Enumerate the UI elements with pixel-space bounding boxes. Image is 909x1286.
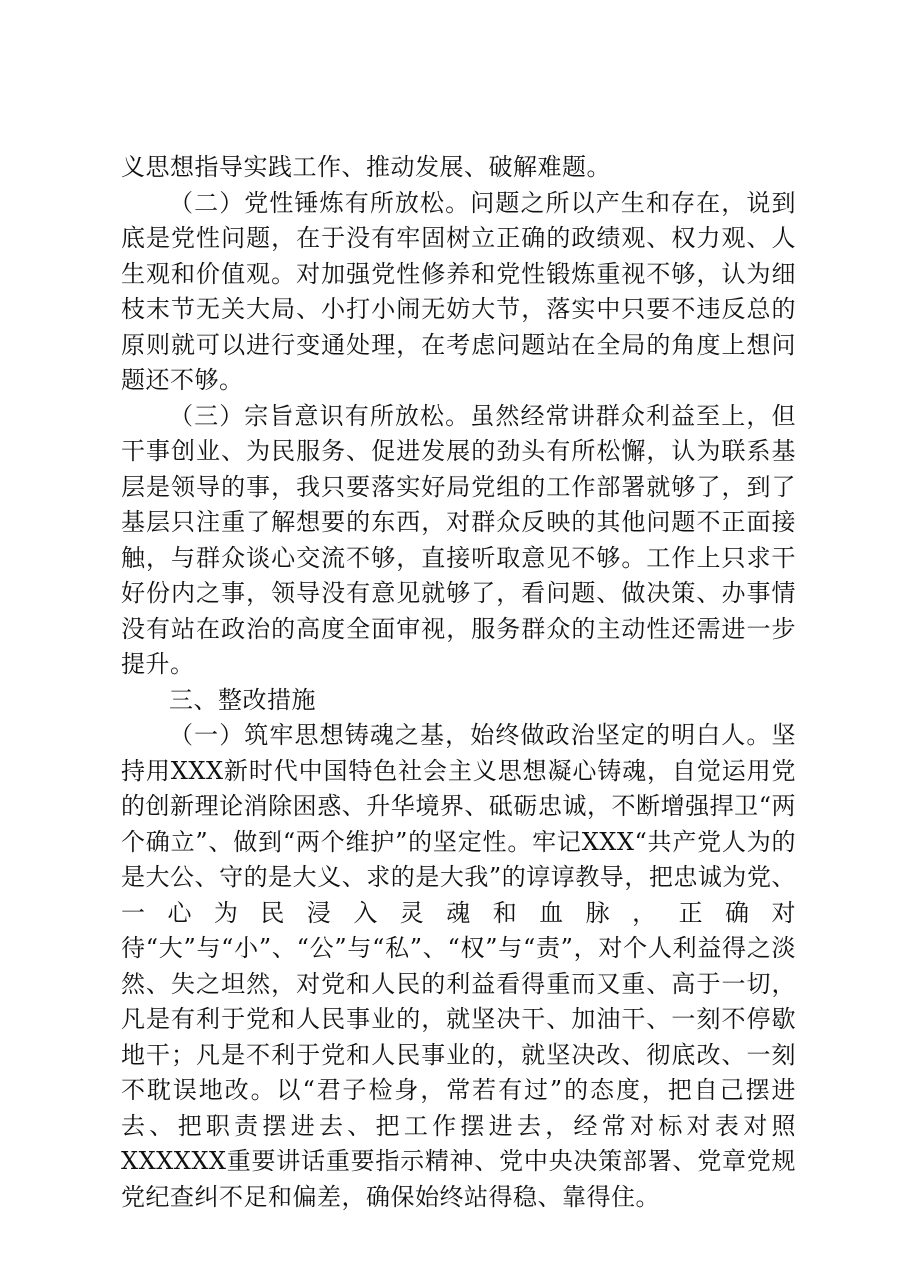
document-body bbox=[121, 150, 796, 1215]
paragraph-purpose-awareness: （三）宗旨意识有所放松。虽然经常讲群众利益至上，但干事创业、为民服务、促进发展的劲头有所松懈，认为联系基层是领导的事，我只要落实好局党组的工作部署就够了，到了基层只注重了解想要的东西，对群众反映的其他问题不正面接触，与群众谈心交流不够，直接听取意见不够。工作上只求干好份内之事，领导没有意见就够了，看问题、做决策、办事情没有站在政治的高度全面审视，服务群众的主动性还需进一步提升。 bbox=[121, 401, 796, 678]
section-heading-rectification: 三、整改措施 bbox=[169, 685, 316, 714]
paragraph-ideological-foundation: （一）筑牢思想铸魂之基，始终做政治坚定的明白人。坚持用XXX新时代中国特色社会主义思想凝心铸魂，自觉运用党的创新理论消除困惑、升华境界、砥砺忠诚，不断增强捍卫“两个确立”、做到“两个维护”的坚定性。牢记XXX“共产党人为的是大公、守的是大义、求的是大我”的谆谆教导，把忠诚为党、一心为民浸入灵魂和血脉，正确对待“大”与“小”、“公”与“私”、“权”与“责”，对个人利益得之淡然、失之坦然，对党和人民的利益看得重而又重、高于一切，凡是有利于党和人民事业的，就坚决干、加油干、一刻不停歇地干；凡是不利于党和人民事业的，就坚决改、彻底改、一刻不耽误地改。以“君子检身，常若有过”的态度，把自己摆进去、把职责摆进去、把工作摆进去，经常对标对表对照XXXXXX重要讲话重要指示精神、党中央决策部署、党章党规党纪查纠不足和偏差，确保始终站得稳、靠得住。 bbox=[121, 721, 796, 1211]
paragraph-party-spirit: （二）党性锤炼有所放松。问题之所以产生和存在，说到底是党性问题，在于没有牢固树立正确的政绩观、权力观、人生观和价值观。对加强党性修养和党性锻炼重视不够，认为细枝末节无关大局、小打小闹无妨大节，落实中只要不违反总的原则就可以进行变通处理，在考虑问题站在全局的角度上想问题还不够。 bbox=[121, 188, 796, 394]
paragraph-continuation: 义思想指导实践工作、推动发展、破解难题。 bbox=[121, 153, 611, 181]
